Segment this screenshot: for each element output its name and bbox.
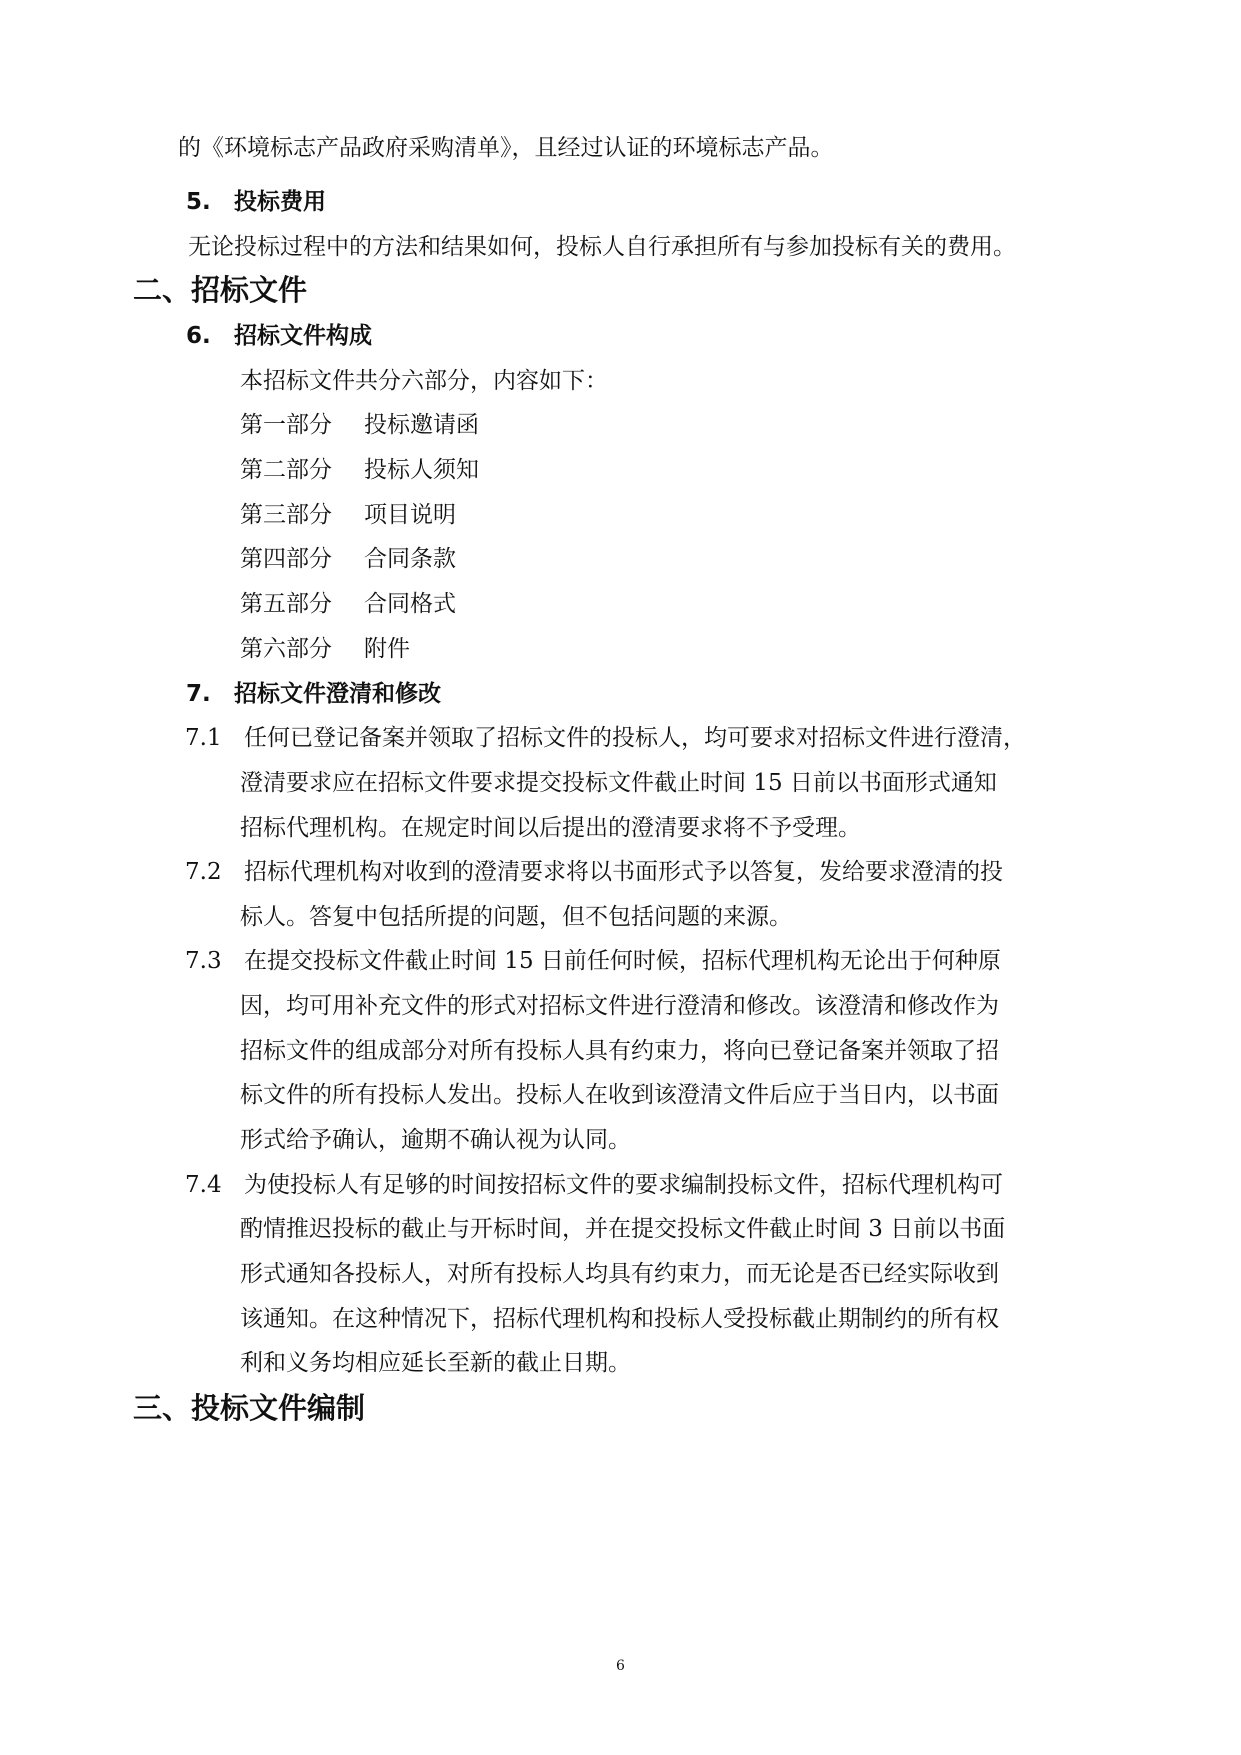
section-6-intro: 本招标文件共分六部分，内容如下： [240, 368, 608, 394]
clause-line [185, 723, 1026, 753]
part-title: 合同条款 [364, 546, 456, 572]
section-5-heading [186, 187, 326, 217]
part-label: 第二部分 [240, 457, 332, 483]
clause-line [185, 946, 1001, 976]
section-number: 7. [186, 681, 211, 707]
part-label: 第六部分 [240, 636, 332, 662]
clause-line: 形式通知各投标人，对所有投标人均具有约束力，而无论是否已经实际收到 [240, 1261, 999, 1287]
clause-number: 7.3 [185, 948, 222, 974]
clause-line: 该通知。在这种情况下，招标代理机构和投标人受投标截止期制约的所有权 [240, 1306, 999, 1332]
clause-line [185, 857, 1003, 887]
part-label: 第五部分 [240, 591, 332, 617]
part-title: 附件 [364, 636, 410, 662]
part-title: 投标邀请函 [364, 412, 479, 438]
section-number: 6. [186, 323, 211, 349]
section-7-heading [186, 679, 441, 709]
clause-text: 为使投标人有足够的时间按招标文件的要求编制投标文件，招标代理机构可 [244, 1172, 1003, 1198]
chapter-heading: 三、投标文件编制 [133, 1391, 366, 1425]
clause-line: 澄清要求应在招标文件要求提交投标文件截止时间 15 日前以书面形式通知 [240, 770, 997, 796]
clause-line: 形式给予确认，逾期不确认视为认同。 [240, 1127, 631, 1153]
part-label: 第四部分 [240, 546, 332, 572]
clause-number: 7.1 [185, 725, 222, 751]
chapter-heading: 二、招标文件 [133, 273, 308, 307]
clause-line: 标文件的所有投标人发出。投标人在收到该澄清文件后应于当日内，以书面 [240, 1082, 999, 1108]
part-label: 第三部分 [240, 502, 332, 528]
page-number: 6 [616, 1658, 625, 1674]
section-number: 5. [186, 189, 211, 215]
part-item [240, 455, 479, 485]
section-title: 招标文件澄清和修改 [234, 681, 441, 707]
clause-line: 招标代理机构。在规定时间以后提出的澄清要求将不予受理。 [240, 815, 861, 841]
clause-line [185, 1170, 1003, 1200]
clause-line: 标人。答复中包括所提的问题，但不包括问题的来源。 [240, 904, 792, 930]
clause-number: 7.2 [185, 859, 222, 885]
clause-number: 7.4 [185, 1172, 222, 1198]
intro-line: 的《环境标志产品政府采购清单》，且经过认证的环境标志产品。 [178, 135, 834, 161]
part-title: 合同格式 [364, 591, 456, 617]
part-item [240, 410, 479, 440]
part-label: 第一部分 [240, 412, 332, 438]
part-item [240, 500, 456, 530]
section-5-body: 无论投标过程中的方法和结果如何，投标人自行承担所有与参加投标有关的费用。 [188, 234, 1016, 260]
clause-text: 任何已登记备案并领取了招标文件的投标人，均可要求对招标文件进行澄清， [244, 725, 1026, 751]
part-title: 项目说明 [364, 502, 456, 528]
part-item [240, 544, 456, 574]
clause-line: 酌情推迟投标的截止与开标时间，并在提交投标文件截止时间 3 日前以书面 [240, 1216, 1006, 1242]
section-title: 招标文件构成 [234, 323, 372, 349]
clause-line: 因，均可用补充文件的形式对招标文件进行澄清和修改。该澄清和修改作为 [240, 993, 999, 1019]
clause-text: 在提交投标文件截止时间 15 日前任何时候，招标代理机构无论出于何种原 [244, 948, 1001, 974]
part-title: 投标人须知 [364, 457, 479, 483]
section-6-heading [186, 321, 372, 351]
part-item [240, 634, 410, 664]
clause-text: 招标代理机构对收到的澄清要求将以书面形式予以答复，发给要求澄清的投 [244, 859, 1003, 885]
part-item [240, 589, 456, 619]
clause-line: 招标文件的组成部分对所有投标人具有约束力，将向已登记备案并领取了招 [240, 1038, 999, 1064]
section-title: 投标费用 [234, 189, 326, 215]
clause-line: 利和义务均相应延长至新的截止日期。 [240, 1350, 631, 1376]
